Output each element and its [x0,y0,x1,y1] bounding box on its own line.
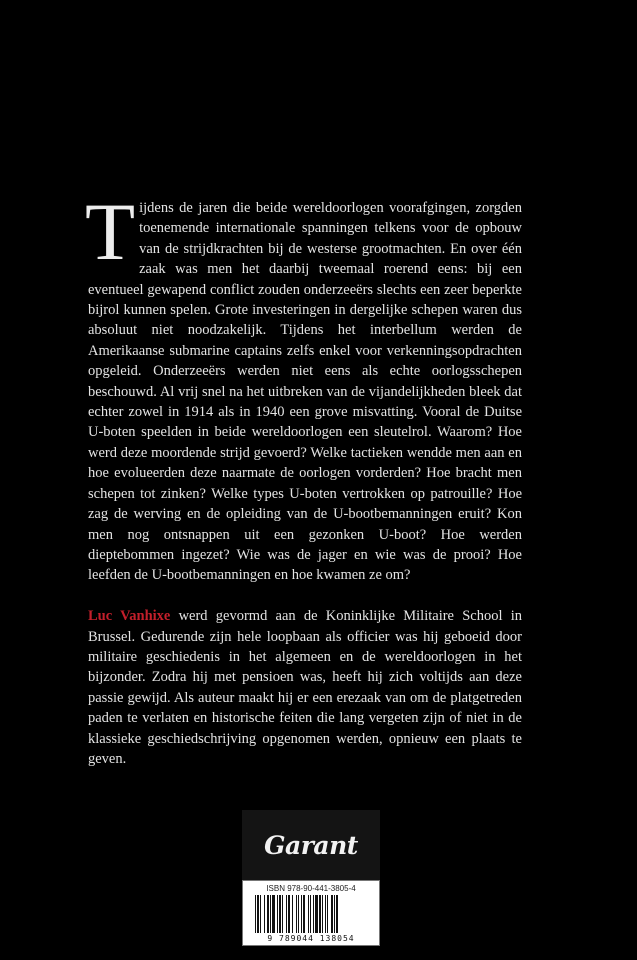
barcode-bar [315,895,318,933]
intro-text: ijdens de jaren die beide wereldoorlogen voorafgingen, zorgden toenemende internationale spanningen telkens voor de opbouw van de strijdkrachten bij de westerse grootmachten. En over één zaak was men het daarbij tweemaal roerend eens: bij een eventueel gewapend conflict zouden onderzeeërs slechts een zeer beperkte bijrol kunnen spelen. Grote investeringen in dergelijke schepen waren dus absoluut niet noodzakelijk. Tijdens het interbellum werden de Amerikaanse submarine captains zelfs enkel voor verkenningsopdrachten opgeleid. Onderzeeërs werden niet eens als echte oorlogsschepen beschouwd. Al vrij snel na het uitbreken van de vijandelijkheden bleek dat echter zowel in 1914 als in 1940 een grove misvatting. Vooral de Duitse U-boten speelden in beide wereldoorlogen een sleutelrol. Waarom? Hoe werd deze moordende strijd gevoerd? Welke tactieken wendde men aan en hoe evolueerden deze naarmate de oorlogen vorderden? Hoe bracht men schepen tot zinken? Welke types U-boten vertrokken op patrouille? Hoe zag de werving en de opleiding van de U-bootbemanningen eruit? Kon men nog ontsnappen uit een gezonken U-boot? Hoe werden dieptebommen ingezet? Wie was de jager en wie was de prooi? Hoe leefden de U-bootbemanningen en hoe kwamen ze om? [88,200,522,584]
barcode-bar [322,895,323,933]
back-cover-blurb [85,186,522,769]
isbn-barcode-box [242,880,380,946]
author-name: Luc Vanhixe [88,608,171,625]
barcode-bar [336,895,338,933]
barcode-bar [279,895,281,933]
barcode-bar [255,895,256,933]
barcode-bar [301,895,302,933]
barcode-bar [313,895,314,933]
barcode-bar [264,895,265,933]
barcode-bar [296,895,297,933]
barcode-bar [331,895,333,933]
barcode-bar [298,895,299,933]
barcode-image [253,895,371,933]
barcode-bar [292,895,293,933]
barcode-bar [257,895,259,933]
blurb-paragraph-author [88,606,522,769]
barcode-bar [277,895,278,933]
barcode-bar [267,895,269,933]
barcode-bar [270,895,271,933]
barcode-bar [260,895,261,933]
barcode-bar [310,895,311,933]
isbn-label: ISBN 978-90-441-3805-4 [266,884,356,893]
barcode-bar [288,895,290,933]
barcode-bar [308,895,309,933]
barcode-bar [303,895,305,933]
barcode-bar [286,895,287,933]
barcode-bar [282,895,283,933]
blurb-paragraph-intro [85,186,522,586]
publisher-logo: Garant [264,830,358,860]
barcode-digits: 9 789044 138054 [267,934,355,943]
barcode-bar [319,895,321,933]
barcode-bar [272,895,275,933]
barcode-bar [325,895,326,933]
barcode-bar [334,895,335,933]
drop-cap: T [85,186,136,277]
barcode-bar [327,895,328,933]
author-bio-text: werd gevormd aan de Koninklijke Militaire School in Brussel. Gedurende zijn hele loopbaan als officier was hij geboeid door militaire geschiedenis in het algemeen en de wereldoorlogen in het bijzonder. Zodra hij met pensioen was, heeft hij zich voltijds aan deze passie gewijd. Als auteur maakt hij er een erezaak van om de platgetreden paden te verlaten en historische feiten die lang vergeten zijn of niet in de klassieke geschiedschrijving opgenomen werden, opnieuw een plaats te geven. [88,608,522,767]
publisher-logo-box [242,810,380,880]
